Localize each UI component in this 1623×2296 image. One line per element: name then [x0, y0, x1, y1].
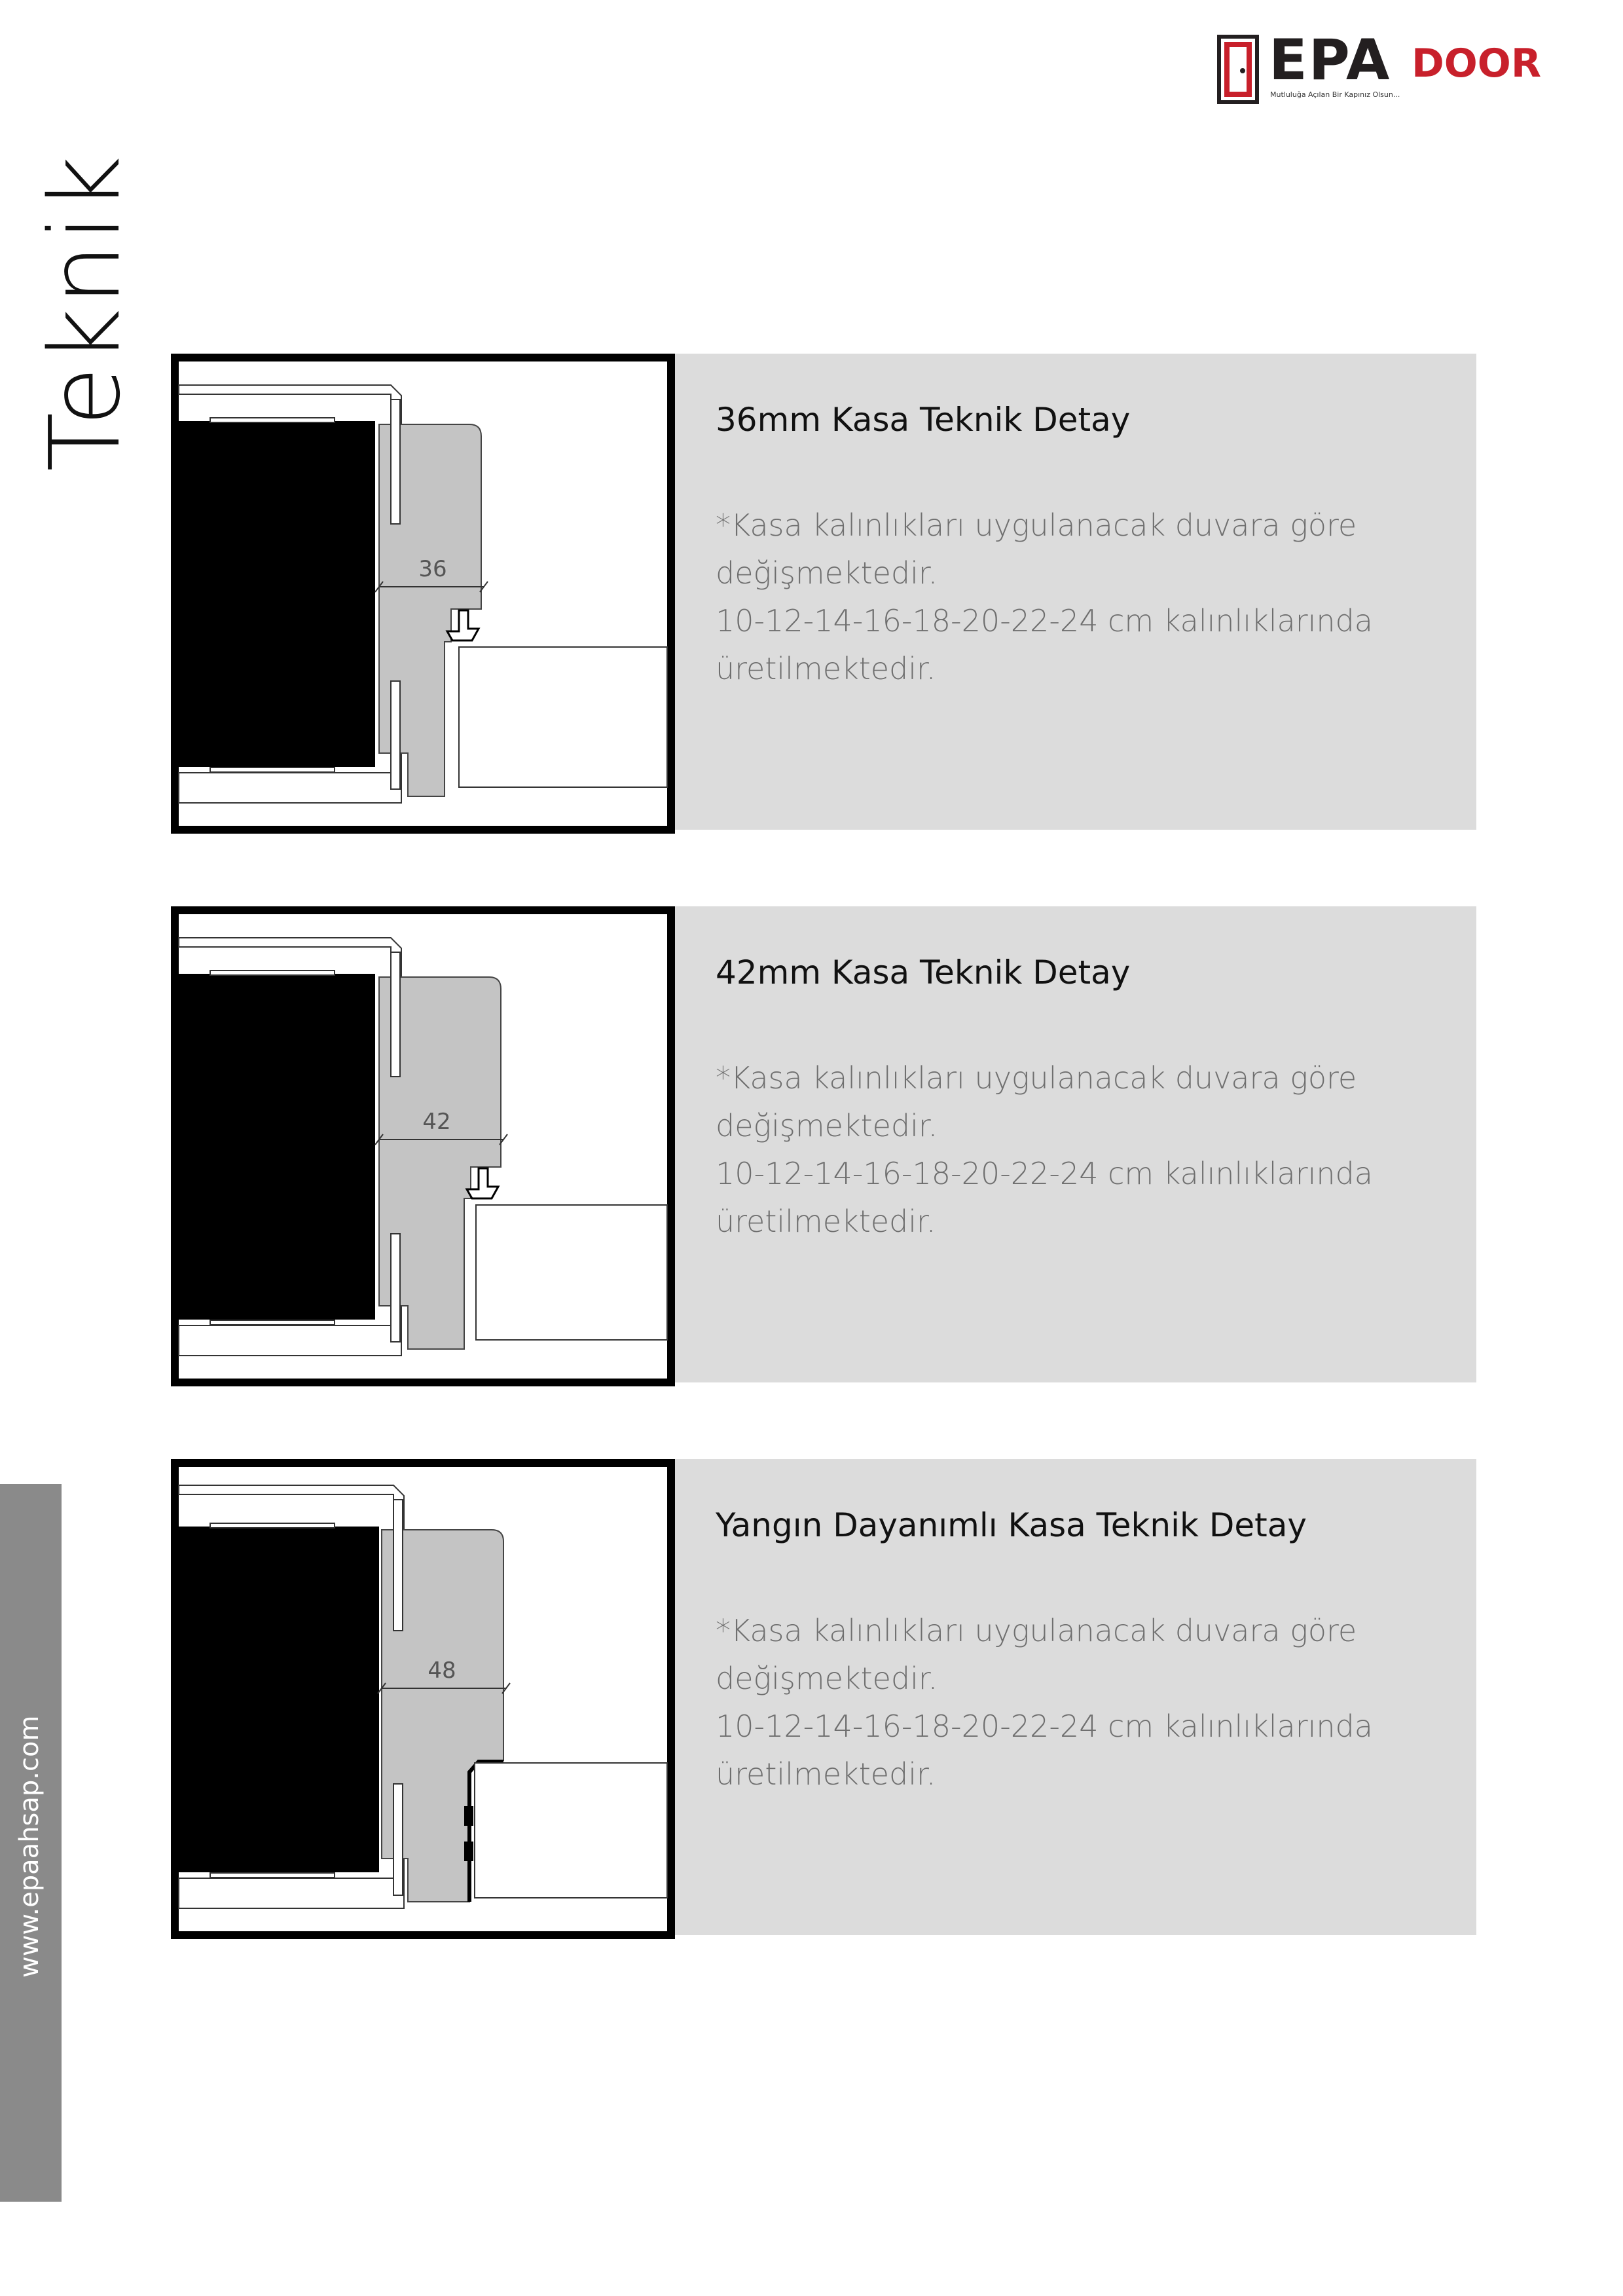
section-description	[716, 1607, 1462, 1798]
door-logo-icon	[1216, 33, 1264, 106]
section-title: 42mm Kasa Teknik Detay	[716, 954, 1131, 991]
description-line: *Kasa kalınlıkları uygulanacak duvara göre değişmektedir.	[716, 508, 1357, 591]
description-line: *Kasa kalınlıkları uygulanacak duvara göre değişmektedir.	[716, 1613, 1357, 1696]
section-title: Yangın Dayanımlı Kasa Teknik Detay	[716, 1506, 1307, 1544]
section-42mm	[171, 906, 1476, 1386]
frame-technical-drawing	[171, 906, 675, 1386]
description-line: 10-12-14-16-18-20-22-24 cm kalınlıklarında üretilmektedir.	[716, 603, 1373, 686]
frame-technical-drawing	[171, 354, 675, 834]
section-fire-resistant	[171, 1459, 1476, 1939]
section-36mm	[171, 354, 1476, 834]
section-description	[716, 502, 1462, 693]
logo-tagline: Mutluluğa Açılan Bir Kapınız Olsun...	[1270, 90, 1400, 99]
logo-brand-main: EPA	[1269, 28, 1391, 93]
description-line: 10-12-14-16-18-20-22-24 cm kalınlıklarında üretilmektedir.	[716, 1709, 1373, 1792]
dimension-label: 48	[428, 1657, 456, 1684]
section-title: 36mm Kasa Teknik Detay	[716, 401, 1131, 439]
section-description	[716, 1054, 1462, 1246]
dimension-label: 42	[422, 1109, 451, 1135]
frame-technical-drawing	[171, 1459, 675, 1939]
logo-brand-accent: DOOR	[1412, 41, 1542, 86]
dimension-label: 36	[418, 556, 447, 582]
description-line: *Kasa kalınlıkları uygulanacak duvara göre değişmektedir.	[716, 1060, 1357, 1143]
epa-door-logo	[1216, 28, 1544, 111]
description-line: 10-12-14-16-18-20-22-24 cm kalınlıklarında üretilmektedir.	[716, 1156, 1373, 1239]
website-url: www.epaahsap.com	[14, 1715, 45, 1978]
side-title: Teknik	[29, 153, 141, 472]
